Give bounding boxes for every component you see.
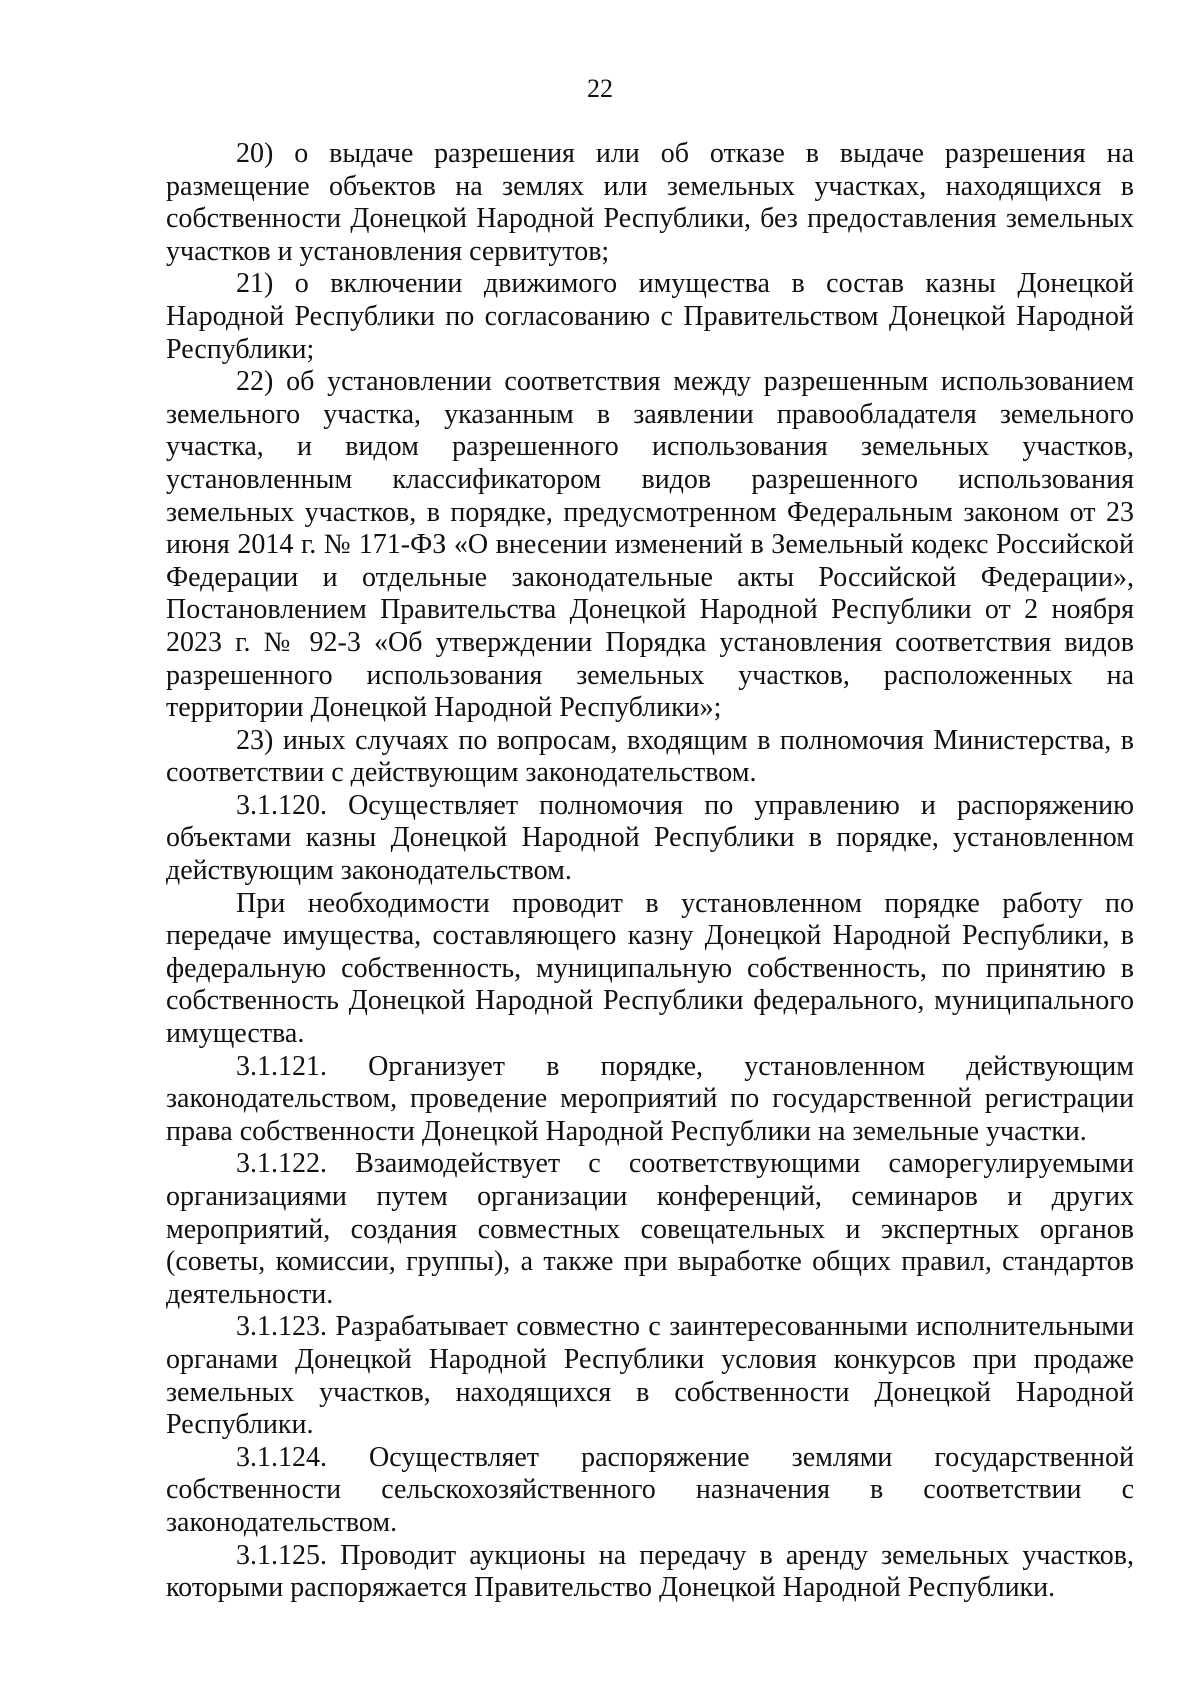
page-number: 22 <box>587 74 613 103</box>
paragraph-3-1-124: 3.1.124. Осуществляет распоряжение землями государственной собственности сельскохозяйственного назначения в соответствии с законодательством. <box>166 1441 1134 1538</box>
paragraph-item-20: 20) о выдаче разрешения или об отказе в выдаче разрешения на размещение объектов на землях или земельных участках, находящихся в собственности Донецкой Народной Республики, без предоставления земельных участков и установления сервитутов; <box>166 138 1134 267</box>
paragraph-3-1-121: 3.1.121. Организует в порядке, установленном действующим законодательством, проведение мероприятий по государственной регистрации права собственности Донецкой Народной Республики на земельные участки. <box>166 1050 1134 1147</box>
paragraph-3-1-120-continued: При необходимости проводит в установленном порядке работу по передаче имущества, составляющего казну Донецкой Народной Республики, в федеральную собственность, муниципальную собственность, по принятию в собственность Донецкой Народной Республики федерального, муниципального имущества. <box>166 887 1134 1050</box>
paragraph-item-22: 22) об установлении соответствия между разрешенным использованием земельного участка, указанным в заявлении правообладателя земельного участка, и видом разрешенного использования земельных участков, установленным классификатором видов разрешенного использования земельных участков, в порядке, предусмотренном Федеральным законом от 23 июня 2014 г. № 171-ФЗ «О внесении изменений в Земельный кодекс Российской Федерации и отдельные законодательные акты Российской Федерации», Постановлением Правительства Донецкой Народной Республики от 2 ноября 2023 г. № 92-3 «Об утверждении Порядка установления соответствия видов разрешенного использования земельных участков, расположенных на территории Донецкой Народной Республики»; <box>166 366 1134 724</box>
paragraph-3-1-125: 3.1.125. Проводит аукционы на передачу в аренду земельных участков, которыми распоряжается Правительство Донецкой Народной Республики. <box>166 1539 1134 1604</box>
paragraph-item-23: 23) иных случаях по вопросам, входящим в полномочия Министерства, в соответствии с действующим законодательством. <box>166 724 1134 789</box>
paragraph-3-1-122: 3.1.122. Взаимодействует с соответствующими саморегулируемыми организациями путем организации конференций, семинаров и других мероприятий, создания совместных совещательных и экспертных органов (советы, комиссии, группы), а также при выработке общих правил, стандартов деятельности. <box>166 1148 1134 1310</box>
document-body <box>166 138 1134 1605</box>
paragraph-3-1-120: 3.1.120. Осуществляет полномочия по управлению и распоряжению объектами казны Донецкой Народной Республики в порядке, установленном действующим законодательством. <box>166 789 1134 887</box>
paragraph-3-1-123: 3.1.123. Разрабатывает совместно с заинтересованными исполнительными органами Донецкой Народной Республики условия конкурсов при продаже земельных участков, находящихся в собственности Донецкой Народной Республики. <box>166 1311 1134 1441</box>
paragraph-item-21: 21) о включении движимого имущества в состав казны Донецкой Народной Республики по согласованию с Правительством Донецкой Народной Республики; <box>166 268 1134 365</box>
